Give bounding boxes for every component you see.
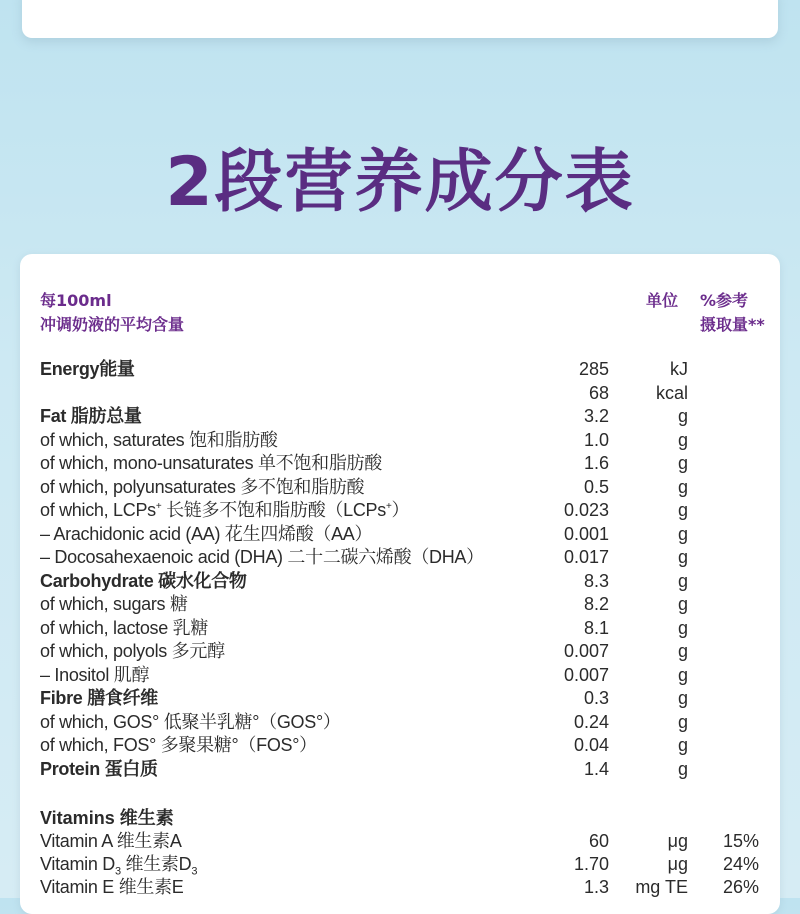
- nutrient-label: – Inositol 肌醇: [40, 664, 150, 685]
- nutrient-unit: g: [677, 429, 688, 450]
- nutrient-unit: g: [677, 406, 688, 426]
- nutrient-amount: 285: [578, 359, 609, 379]
- nutrient-label: Vitamin A 维生素A: [40, 831, 182, 851]
- nutrient-unit: g: [677, 594, 688, 614]
- nutrient-amount: 1.0: [583, 429, 609, 450]
- nutrient-label: Vitamin $D_3$ 维生素$D_3$: [40, 854, 198, 878]
- nutrient-amount: 68: [588, 382, 609, 403]
- nutrient-label: Protein 蛋白质: [40, 758, 158, 779]
- nutrient-amount: 0.001: [563, 523, 609, 544]
- nutrient-row: [0, 451, 800, 475]
- nutrient-unit: kJ: [670, 359, 688, 379]
- header-pct-line2: 摄取量**: [700, 315, 765, 334]
- nutrient-amount: 1.4: [583, 758, 609, 779]
- header-pct-line1: %参考: [700, 291, 749, 310]
- nutrient-unit: kcal: [655, 382, 688, 403]
- nutrient-row: [0, 757, 800, 781]
- nutrient-label: Fat 脂肪总量: [40, 406, 142, 426]
- nutrient-label: Energy能量: [40, 359, 135, 379]
- nutrient-unit: g: [677, 453, 688, 473]
- vitamins-title: Vitamins 维生素: [40, 808, 174, 828]
- nutrient-amount: 3.2: [583, 406, 609, 426]
- nutrient-unit: g: [677, 735, 688, 755]
- nutrient-amount: 0.24: [573, 711, 609, 732]
- nutrient-unit: g: [677, 617, 688, 638]
- nutrient-amount: 0.023: [563, 500, 609, 520]
- nutrient-row: [0, 381, 800, 405]
- nutrient-row: [0, 569, 800, 593]
- nutrient-row: [0, 522, 800, 546]
- nutrient-label: – Docosahexaenoic acid (DHA) 二十二碳六烯酸（DHA）: [40, 547, 484, 567]
- nutrient-label: Carbohydrate 碳水化合物: [40, 570, 247, 591]
- nutrient-row: [0, 357, 800, 381]
- nutrient-label: of which, GOS° 低聚半乳糖°（GOS°）: [40, 711, 341, 732]
- nutrient-row: [0, 852, 800, 876]
- nutrient-amount: 1.3: [583, 877, 609, 897]
- nutrient-unit: g: [677, 476, 688, 497]
- nutrient-amount: 8.3: [583, 570, 609, 591]
- nutrient-pct: 24%: [722, 854, 759, 874]
- nutrient-amount: 0.3: [583, 688, 609, 708]
- nutrient-label: – Arachidonic acid (AA) 花生四烯酸（AA）: [40, 523, 373, 544]
- nutrient-row: [0, 592, 800, 616]
- nutrient-amount: 0.04: [573, 735, 609, 755]
- nutrient-label: of which, polyols 多元醇: [40, 641, 225, 661]
- nutrient-amount: 0.017: [563, 547, 609, 567]
- nutrient-unit: g: [677, 641, 688, 661]
- nutrient-unit: mg TE: [635, 877, 688, 897]
- nutrient-unit: g: [677, 711, 688, 732]
- page-title: 2段营养成分表: [165, 143, 635, 222]
- nutrient-row: [0, 616, 800, 640]
- nutrient-row: [0, 875, 800, 899]
- nutrient-row: [0, 639, 800, 663]
- nutrient-unit: g: [677, 547, 688, 567]
- nutrient-label: Vitamin E 维生素E: [40, 877, 184, 897]
- nutrient-row: [0, 498, 800, 522]
- nutrient-label: of which, LCPs+ 长链多不饱和脂肪酸（LCPs+）: [40, 500, 410, 520]
- nutrient-row: [0, 829, 800, 853]
- nutrient-label: of which, polyunsaturates 多不饱和脂肪酸: [40, 476, 365, 497]
- nutrient-row: [0, 733, 800, 757]
- nutrient-amount: 60: [588, 831, 609, 851]
- nutrient-row: [0, 686, 800, 710]
- nutrient-row: [0, 663, 800, 687]
- nutrient-unit: g: [677, 523, 688, 544]
- header-per-100ml: 每100ml: [40, 291, 112, 310]
- nutrient-amount: 1.6: [583, 453, 609, 473]
- nutrient-row: [0, 545, 800, 569]
- nutrient-unit: g: [677, 664, 688, 685]
- header-unit: 单位: [646, 291, 679, 310]
- nutrient-pct: 15%: [722, 831, 759, 851]
- nutrient-amount: 1.70: [573, 854, 609, 874]
- nutrient-row: [0, 404, 800, 428]
- nutrient-label: of which, sugars 糖: [40, 594, 188, 614]
- nutrient-pct: 26%: [722, 877, 759, 897]
- nutrient-unit: μg: [667, 854, 688, 874]
- nutrient-unit: g: [677, 688, 688, 708]
- header-avg-content: 冲调奶液的平均含量: [40, 315, 185, 334]
- nutrient-row: [0, 710, 800, 734]
- nutrient-label: of which, lactose 乳糖: [40, 617, 209, 638]
- nutrient-row: [0, 428, 800, 452]
- nutrient-amount: 0.007: [563, 664, 609, 685]
- nutrient-amount: 0.007: [563, 641, 609, 661]
- nutrient-unit: g: [677, 758, 688, 779]
- nutrient-label: of which, mono-unsaturates 单不饱和脂肪酸: [40, 453, 382, 473]
- top-card: [22, 0, 778, 38]
- nutrient-amount: 8.2: [583, 594, 609, 614]
- nutrient-label: of which, FOS° 多聚果糖°（FOS°）: [40, 735, 317, 755]
- nutrient-unit: g: [677, 500, 688, 520]
- nutrient-label: Fibre 膳食纤维: [40, 688, 159, 708]
- nutrient-unit: g: [677, 570, 688, 591]
- nutrient-unit: μg: [667, 831, 688, 851]
- nutrient-label: of which, saturates 饱和脂肪酸: [40, 429, 278, 450]
- nutrient-row: [0, 475, 800, 499]
- nutrient-amount: 8.1: [583, 617, 609, 638]
- nutrient-amount: 0.5: [583, 476, 609, 497]
